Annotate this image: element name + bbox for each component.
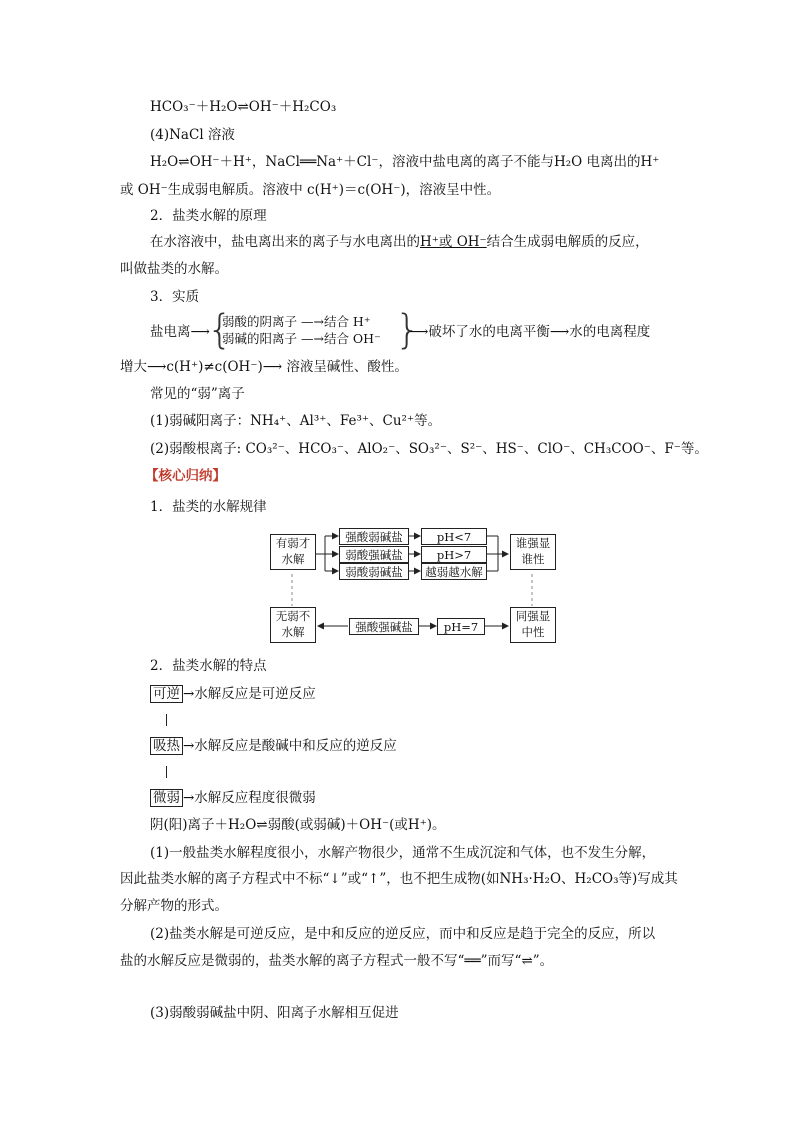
equation-hco3: HCO₃⁻＋H₂O⇌OH⁻＋H₂CO₃	[150, 99, 337, 115]
section-3-title: 3．实质	[150, 289, 200, 305]
essence-top: 弱酸的阴离子 —→结合 H⁺	[222, 314, 371, 329]
flow-both-strong: 同强显 中性	[510, 607, 556, 643]
core-summary-heading: 【核心归纳】	[145, 468, 226, 484]
flow-salt-2: 弱酸强碱盐	[339, 546, 409, 563]
flow-ph-3: 越弱越水解	[421, 563, 487, 580]
flow-no-weak: 无弱不 水解	[270, 607, 316, 643]
section-2-title: 2．盐类水解的原理	[150, 208, 267, 224]
principle-line-1: 在水溶液中，盐电离出来的离子与水电离出的H⁺或 OH⁻结合生成弱电解质的反应，	[150, 234, 649, 250]
flow-salt-3: 弱酸弱碱盐	[339, 563, 409, 580]
nacl-text-2: 或 OH⁻生成弱电解质。溶液中 c(H⁺)＝c(OH⁻)，溶液呈中性。	[120, 182, 501, 198]
feature-weak: 微弱 →水解反应程度很微弱	[150, 788, 316, 808]
vertical-connector	[166, 714, 167, 726]
essence-bottom: 弱碱的阳离子 —→结合 OH⁻	[222, 331, 381, 346]
note-1-line-1: (1)一般盐类水解程度很小，水解产物很少，通常不生成沉淀和气体，也不发生分解，	[150, 845, 656, 861]
feature-endothermic: 吸热 →水解反应是酸碱中和反应的逆反应	[150, 736, 397, 756]
flow-ph-4: pH=7	[437, 618, 485, 635]
flow-salt-4: 强酸强碱盐	[349, 618, 419, 635]
right-brace-icon: }	[395, 307, 421, 353]
note-1-line-3: 分解产物的形式。	[120, 898, 228, 914]
flow-ph-2: pH>7	[421, 546, 487, 563]
general-equation: 阴(阳)离子＋H₂O⇌弱酸(或弱碱)＋OH⁻(或H⁺)。	[150, 817, 446, 833]
left-brace-icon: {	[207, 307, 233, 353]
rule-title: 1．盐类的水解规律	[150, 499, 267, 515]
essence-start: 盐电离⟶	[150, 324, 210, 340]
essence-result: 增大⟶c(H⁺)≠c(OH⁻)⟶ 溶液呈碱性、酸性。	[120, 359, 408, 375]
note-2-line-2: 盐的水解反应是微弱的，盐类水解的离子方程式一般不写“══”而写“⇌”。	[120, 953, 554, 969]
flow-salt-1: 强酸弱碱盐	[339, 528, 409, 545]
keyword-box: 吸热	[150, 737, 183, 755]
note-1-line-2: 因此盐类水解的离子方程式中不标“↓”或“↑”，也不把生成物(如NH₃·H₂O、H₂CO₃等)写成其	[120, 871, 678, 887]
underlined-blank: H⁺或 OH⁻	[420, 234, 487, 250]
vertical-connector	[166, 766, 167, 778]
weak-ions-title: 常见的“弱”离子	[150, 386, 245, 402]
nacl-heading: (4)NaCl 溶液	[150, 127, 235, 143]
flow-ph-1: pH<7	[421, 528, 487, 545]
flow-has-weak: 有弱才 水解	[270, 534, 316, 570]
weak-base-cations: (1)弱碱阳离子：NH₄⁺、Al³⁺、Fe³⁺、Cu²⁺等。	[150, 413, 442, 429]
principle-line-2: 叫做盐类的水解。	[120, 261, 228, 277]
note-2-line-1: (2)盐类水解是可逆反应，是中和反应的逆反应，而中和反应是趋于完全的反应，所以	[150, 926, 656, 942]
feature-reversible: 可逆 →水解反应是可逆反应	[150, 684, 316, 704]
essence-end: ⟶破坏了水的电离平衡⟶水的电离程度	[409, 324, 651, 340]
weak-acid-anions: (2)弱酸根离子: CO₃²⁻、HCO₃⁻、AlO₂⁻、SO₃²⁻、S²⁻、HS⁻、ClO⁻、CH₃COO⁻、F⁻等。	[150, 441, 708, 457]
flow-stronger-shows: 谁强显 谁性	[510, 534, 556, 570]
nacl-text-1: H₂O⇌OH⁻＋H⁺，NaCl══Na⁺＋Cl⁻，溶液中盐电离的离子不能与H₂O 电离出的H⁺	[150, 154, 660, 170]
keyword-box: 微弱	[150, 789, 183, 807]
keyword-box: 可逆	[150, 685, 183, 703]
features-title: 2．盐类水解的特点	[150, 658, 267, 674]
note-3: (3)弱酸弱碱盐中阴、阳离子水解相互促进	[150, 1005, 399, 1021]
